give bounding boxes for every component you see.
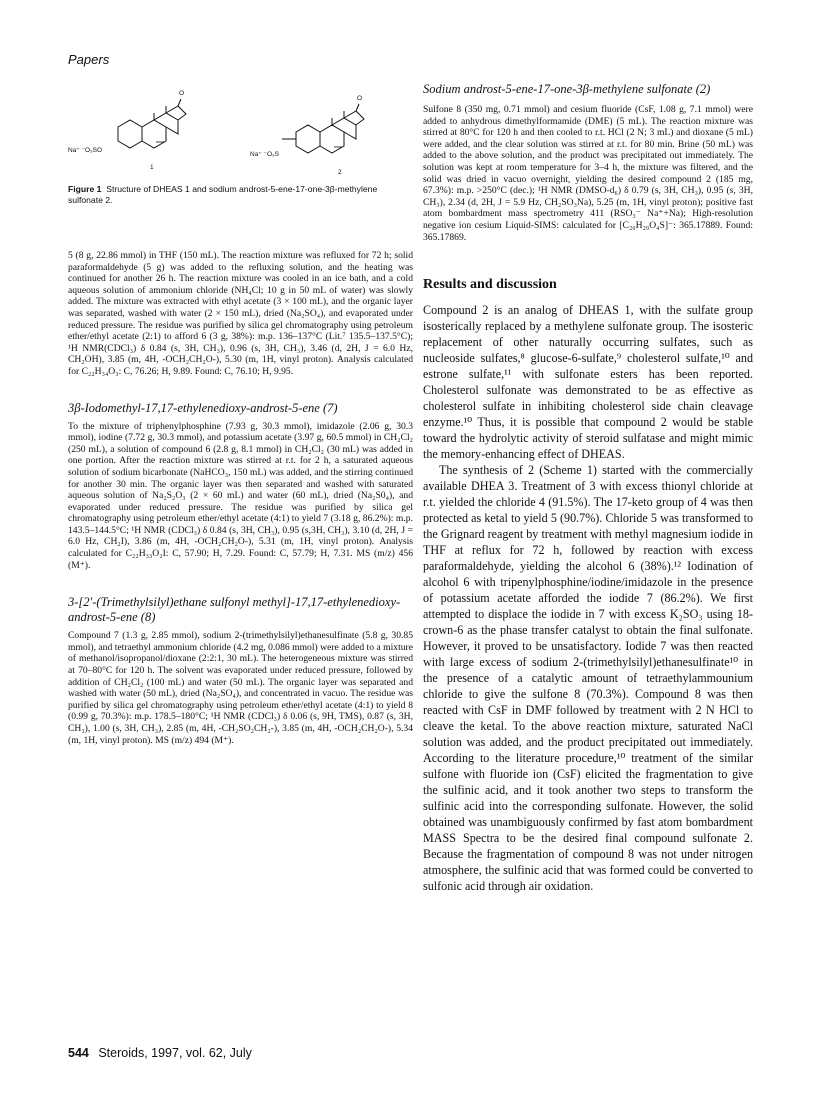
molecule-1-oxo: O <box>179 90 185 97</box>
running-head: Papers <box>68 52 110 67</box>
molecule-1-rings <box>118 99 186 148</box>
figure-1 <box>68 72 413 176</box>
paragraph-compound-6: 5 (8 g, 22.86 mmol) in THF (150 mL). The reaction mixture was refluxed for 72 h; solid paraformaldehyde (5 g) was added to the refluxing solution, and the heating was continued for another 26 h. The reaction mixture was cooled in an ice bath, and a cold aqueous solution of ammonium chloride (NH₄Cl; 10 g in 50 mL of water) was slowly added. The mixture was extracted with ethyl acetate (3 × 100 mL), and the organic layer was separated, washed with water (2 × 150 mL), dried (Na₂SO₄), and evaporated under reduced pressure. The residue was purified by silica gel chromatography using petroleum ether/ethyl acetate (2:1) to afford 6 (3 g, 38%): m.p. 136–137°C (Lit.⁷ 135.5–137.5°C); ¹H NMR(CDCl₃) δ 0.84 (s, 3H, CH₃), 0.96 (s, 3H, CH₃), 3.46 (d, 2H, J = 6.0 Hz, CH₂OH), 3.85 (m, 4H, -OCH₂CH₂O-), 5.30 (m, 1H, vinyl proton). Analysis calculated for C₂₂H₃₄O₃: C, 76.26; H, 9.89. Found: C, 76.10; H, 9.95. <box>68 250 413 377</box>
paragraph-compound-7: To the mixture of triphenylphosphine (7.93 g, 30.3 mmol), imidazole (2.06 g, 30.3 mmol), iodine (7.72 g, 30.3 mmol), and potassium acetate (3.97 g, 60.5 mmol) in CH₂Cl₂ (250 mL), a solution of compound 6 (2.8 g, 8.1 mmol) in CH₂Cl₂ (30 mL) was added in one portion. After the reaction mixture was stirred at r.t. for 2 h, a saturated aqueous solution of sodium bicarbonate (NaHCO₃, 150 mL) was added, and the stirring continued for another 30 min. The organic layer was then separated and washed with saturated aqueous solution of Na₂S₂O₃ (2 × 60 mL) and water (60 mL), dried (Na₂S0₄), and evaporated under reduced pressure. The residue was purified by silica gel chromatography using petroleum ether/ethyl acetate (4:1) to yield 7 (3.18 g, 86.2%): m.p. 143.5–144.5°C; ¹H NMR (CDCl₃) δ 0.84 (s, 3H, CH₃), 0.95 (s,3H, CH₃), 3.10 (d, 2H, J = 6.0 Hz, CH₂I), 3.86 (m, 4H, -OCH₂CH₂O-), 5.31 (m, 1H, vinyl proton). Analysis calculated for C₂₂H₃₃O₂I: C, 57.90; H, 7.29. Found: C, 57.79; H, 7.31. MS (m/z) 456 (M⁺). <box>68 420 413 571</box>
molecule-1-number: 1 <box>150 164 154 171</box>
paragraph-compound-2: Sulfone 8 (350 mg, 0.71 mmol) and cesium fluoride (CsF, 1.08 g, 7.1 mmol) were added to anhydrous dimethylformamide (DME) (5 mL). The reaction mixture was stirred at 80°C for 120 h and then cooled to r.t. HCl (2 N; 3 mL) and dioxane (5 mL) were added, and the clear solution was stirred at r.t. for 80 min. Brine (50 mL) was added to the above solution, and the product was precipitated out immediately. The solution was kept at room temperature for 3–4 h, the mixture was filtered, and the solid was dried in vacuo overnight, yielding the desired compound 2 (185 mg, 67.3%): m.p. >250°C (dec.); ¹H NMR (DMSO-d₆) δ 0.79 (s, 3H, CH₃), 0.95 (s, 3H, CH₃), 2.34 (d, 2H, J = 5.9 Hz, CH₂SO₃Na), 5.25 (m, 1H, vinyl proton); positive fast atom bombardment mass spectrometry 411 (RSO₃⁻ Na⁺+Na); High-resolution negative ion cesium Liquid-SIMS: calculated for [C₂₀H₂₉O₄S]⁻: 365.17889. Found: 365.17869. <box>423 104 753 243</box>
heading-compound-2: Sodium androst-5-ene-17-one-3β-methylene sulfonate (2) <box>423 82 711 96</box>
steroid-structures-drawing <box>68 72 413 176</box>
heading-results-discussion: Results and discussion <box>423 277 557 293</box>
paragraph-compound-8: Compound 7 (1.3 g, 2.85 mmol), sodium 2-(trimethylsilyl)ethanesulfinate (5.8 g, 30.85 mmol), and tetraethyl ammonium chloride (4.2 mg, 0.086 mmol) were added to a mixture of methanol/isopropanol/dioxane (2:2:1, 30 mL). The heterogeneous mixture was stirred at 70–80°C for 120 h. The solvent was evaporated under reduced pressure, followed by addition of CH₂Cl₂ (100 mL) and water (50 mL). The organic layer was separated and washed with water (50 mL), dried (Na₂SO₄), and concentrated in vacuo. The residue was purified by silica gel chromatography using petroleum ether/ethyl acetate (4:1) to yield 8 (0.99 g, 70.3%): m.p. 178.5–180°C; ¹H NMR (CDCl₃) δ 0.06 (s, 9H, TMS), 0.87 (s, 3H, CH₃), 1.00 (s, 3H, CH₃), 2.85 (m, 4H, -CH₂SO₂CH₂-), 3.85 (m, 4H, -OCH₂CH₂O-), 5.34 (m, 1H, vinyl proton). MS (m/z) 494 (M⁺). <box>68 630 413 746</box>
journal-citation: Steroids, 1997, vol. 62, July <box>98 1046 252 1060</box>
molecule-2-oxo: O <box>357 95 363 102</box>
paragraph-results-1: Compound 2 is an analog of DHEAS 1, with the sulfate group isosterically replaced by a methylene sulfonate group. The isosteric replacement of other naturally occurring sulfates, such as nucleoside sulfates,⁸ glucose-6-sulfate,⁹ cholesterol sulfate,¹⁰ and estrone sulfate,¹¹ with sulfonate esters has been reported. Cholesterol sulfonate was demonstrated to be as effective as cholesterol sulfate in inhibiting cholesterol side chain cleavage enzyme.¹⁰ Thus, it is possible that compound 2 would be stable toward the hydrolytic activity of steroid sulfatase and might mimic the memory-enhancing effect of DHEAS. <box>423 303 753 462</box>
left-column <box>68 72 413 746</box>
right-column <box>423 72 753 894</box>
figure-caption-label: Figure 1 <box>68 184 102 194</box>
page-number: 544 <box>68 1046 89 1060</box>
molecule-2-rings <box>282 104 364 153</box>
figure-caption <box>68 184 413 206</box>
paragraph-results-2: The synthesis of 2 (Scheme 1) started with the commercially available DHEA 3. Treatment of 3 with excess thionyl chloride at r.t. yielded the chloride 4 (91.5%). The 17-keto group of 4 was then protected as ketal to yield 5 (90.7%). Chloride 5 was transformed to the Grignard reagent by treatment with methyl magnesium iodide in THF at reflux for 72 h, followed by reaction with excess paraformaldehyde, yielding the alcohol 6 (38%).¹² Iodination of alcohol 6 with tripenylphosphine/iodine/imidazole in the presence of potassium acetate afforded the iodide 7 (86.2%). We first attempted to displace the iodide in 7 with excess K₂SO₃ using 18-crown-6 as the phase transfer catalyst to obtain the final sulfonate. However, it proved to be unsatisfactory. Iodide 7 was then reacted with large excess of sodium 2-(trimethylsilyl)ethanesulfinate¹⁰ in the presence of a catalytic amount of tetraethylammounium chloride to give the sulfone 8 (70.3%). Compound 8 was then reacted with CsF in DMF followed by treatment with 2 N HCl to cleave the ketal. To the above reaction mixture, saturated NaCl solution was added, and the product precipitated out immediately. According to the literature procedure,¹⁰ treatment of the similar sulfone with fluoride ion (CsF) elicited the fragmentation to give the sulfinic acid, and it took another two steps to transform the sulfinic acid into the corresponding sulfonate. However, the solid obtained was unambiguously confirmed by fast atom bombardment MASS Spectra to be the desired final compound sulfonate 2. Because the fragmentation of compound 8 was not under nitrogen atmosphere, the sulfinic acid that was formed could be converted to sulfonic acid through air oxidation. <box>423 463 753 894</box>
heading-compound-7: 3β-Iodomethyl-17,17-ethylenedioxy-androst-5-ene (7) <box>68 400 338 415</box>
heading-compound-8: 3-[2′-(Trimethylsilyl)ethane sulfonyl methyl]-17,17-ethylenedioxy-androst-5-ene (8) <box>68 595 401 625</box>
molecule-2-label: Na⁺ ⁻O₃S <box>250 151 280 158</box>
figure-caption-text: Structure of DHEAS 1 and sodium androst-5-ene-17-one-3β-methylene sulfonate 2. <box>68 184 378 205</box>
molecule-1-label: Na⁺ ⁻O₃SO <box>68 147 103 154</box>
page-footer <box>68 1046 252 1060</box>
molecule-2-number: 2 <box>338 169 342 176</box>
